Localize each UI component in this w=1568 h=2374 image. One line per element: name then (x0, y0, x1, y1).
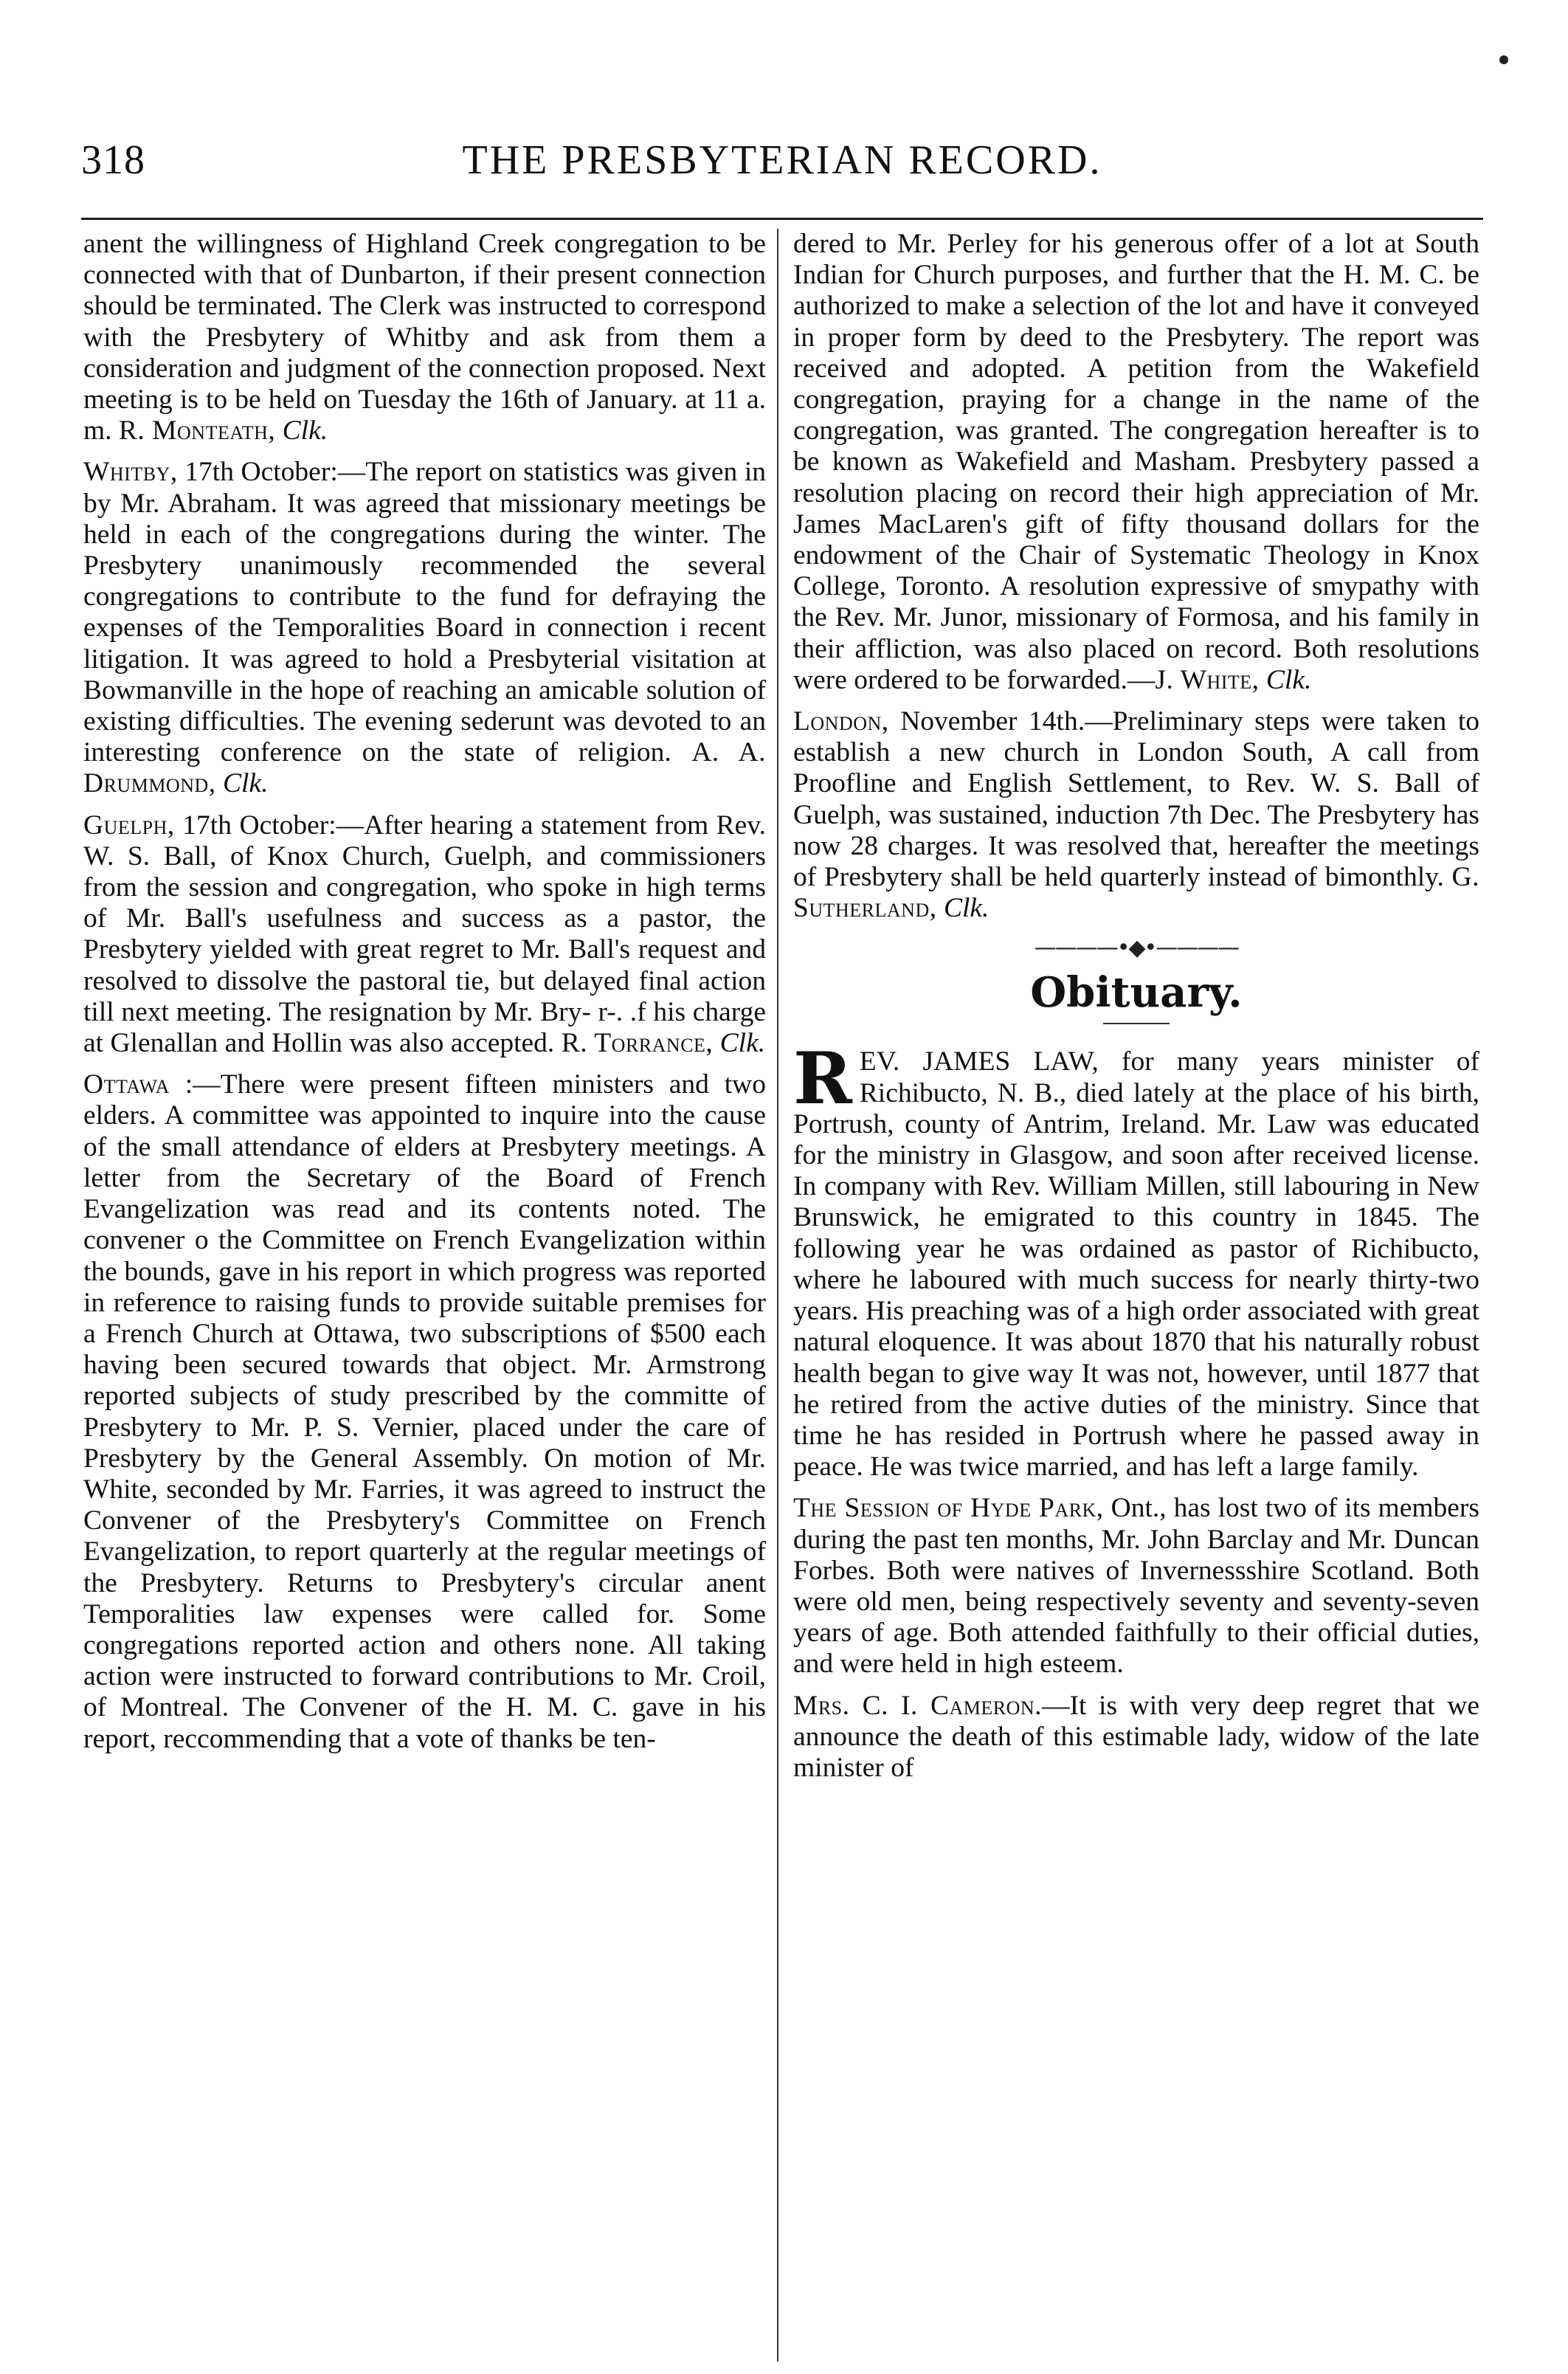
left-column (83, 229, 766, 1765)
article-paragraph: London, November 14th.—Preliminary steps were taken to establish a new church in London South, A call from Proofline and English Settlement, to Rev. W. S. Ball of Guelph, was sustained, induction 7th Dec. The Presbytery has now 28 charges. It was resolved that, hereafter the meetings of Presbytery shall be held quarterly instead of bimonthly. G. Sutherland, Clk. (793, 706, 1480, 924)
obituary-paragraph: REV. JAMES LAW, for many years minister of Richibucto, N. B., died lately at the place of his birth, Portrush, county of Antrim, Ireland. Mr. Law was educated for the ministry in Glasgow, and soon after received license. In company with Rev. William Millen, still labouring in New Brunswick, he emigrated to this country in 1845. The following year he was ordained as pastor of Richibucto, where he laboured with much success for nearly thirty-two years. His preaching was of a high order associated with great natural eloquence. It was about 1870 that his naturally robust health began to give way It was not, however, until 1877 that he retired from the active duties of the ministry. Since that time he has resided in Portrush where he passed away in peace. He was twice married, and has left a large family. (793, 1037, 1480, 1483)
ornamental-rule: ————•◆•———— (1034, 935, 1239, 962)
page-number: 318 (81, 137, 145, 183)
short-rule (1103, 1023, 1170, 1024)
article-paragraph: Guelph, 17th October:—After hearing a statement from Rev. W. S. Ball, of Knox Church, Guelph, and commissioners from the session and congregation, who spoke in high terms of Mr. Ball's usefulness and success as a pastor, the Presbytery yielded with great regret to Mr. Ball's request and resolved to dissolve the pastoral tie, but delayed final action till next meeting. The resignation by Mr. Bry- r-. .f his charge at Glenallan and Hollin was also accepted. R. Torrance, Clk. (83, 810, 767, 1059)
drop-cap: R (793, 1037, 852, 1121)
obituary-paragraph: Mrs. C. I. Cameron.—It is with very deep regret that we announce the death of this estimable lady, widow of the late minister of (793, 1690, 1479, 1783)
header-rule (81, 218, 1483, 220)
ink-speck (1499, 55, 1508, 64)
page-header (66, 137, 1498, 196)
running-title: THE PRESBYTERIAN RECORD. (462, 137, 1102, 183)
article-paragraph: anent the willingness of Highland Creek congregation to be connected with that of Dunbarton, if their present connection should be terminated. The Clerk was instructed to correspond with the Presbytery of Whitby and ask from them a consideration and judgment of the connection proposed. Next meeting is to be held on Tuesday the 16th of January. at 11 a. m. R. Monteath, Clk. (83, 229, 766, 446)
obituary-paragraph: The Session of Hyde Park, Ont., has lost two of its members during the past ten months, Mr. John Barclay and Mr. Duncan Forbes. Both were natives of Invernessshire Scotland. Both were old men, being respectively seventy and seventy-seven years of age. Both attended faithfully to their official duties, and were held in high esteem. (793, 1493, 1480, 1680)
right-column (793, 229, 1479, 1794)
article-paragraph: dered to Mr. Perley for his generous offer of a lot at South Indian for Church purposes, and further that the H. M. C. be authorized to make a selection of the lot and have it conveyed in proper form by deed to the Presbytery. The report was received and adopted. A petition from the Wakefield congregation, praying for a change in the name of the congregation, was granted. The congregation hereafter is to be known as Wakefield and Masham. Presbytery passed a resolution placing on record their high appreciation of Mr. James MacLaren's gift of fifty thousand dollars for the endowment of the Chair of Systematic Theology in Knox College, Toronto. A resolution expressive of smypathy with the Rev. Mr. Junor, missionary of Formosa, and his family in their affliction, was also placed on record. Both resolutions were ordered to be forwarded.—J. White, Clk. (793, 229, 1479, 695)
article-paragraph: Ottawa :—There were present fifteen ministers and two elders. A committee was appointed to inquire into the cause of the small attendance of elders at Presbytery meetings. A letter from the Secretary of the Board of French Evangelization was read and its contents noted. The convener o the Committee on French Evangelization within the bounds, gave in his report in which progress was reported in reference to raising funds to provide suitable premises for a French Church at Ottawa, two subscriptions of $500 each having been secured towards that object. Mr. Armstrong reported subjects of study prescribed by the committe of Presbytery to Mr. P. S. Vernier, placed under the care of Presbytery by the General Assembly. On motion of Mr. White, seconded by Mr. Farries, it was agreed to instruct the Convener of the Presbytery's Committee on French Evangelization, to report quarterly at the regular meetings of the Presbytery. Returns to Presbytery's circular anent Temporalities law expenses were called for. Some congregations reported action and others none. All taking action were instructed to forward contributions to Mr. Croil, of Montreal. The Convener of the H. M. C. gave in his report, reccommending that a vote of thanks be ten- (83, 1069, 766, 1754)
article-paragraph: Whitby, 17th October:—The report on statistics was given in by Mr. Abraham. It was agreed that missionary meetings be held in each of the congregations during the winter. The Presbytery unanimously recommended the several congregations to contribute to the fund for defraying the expenses of the Temporalities Board in connection i recent litigation. It was agreed to hold a Presbyterial visitation at Bowmanville in the hope of reaching an amicable solution of existing difficulties. The evening sederunt was devoted to an interesting conference on the state of religion. A. A. Drummond, Clk. (83, 457, 766, 799)
column-divider (777, 229, 778, 2361)
section-heading: Obituary. (1030, 968, 1243, 1018)
